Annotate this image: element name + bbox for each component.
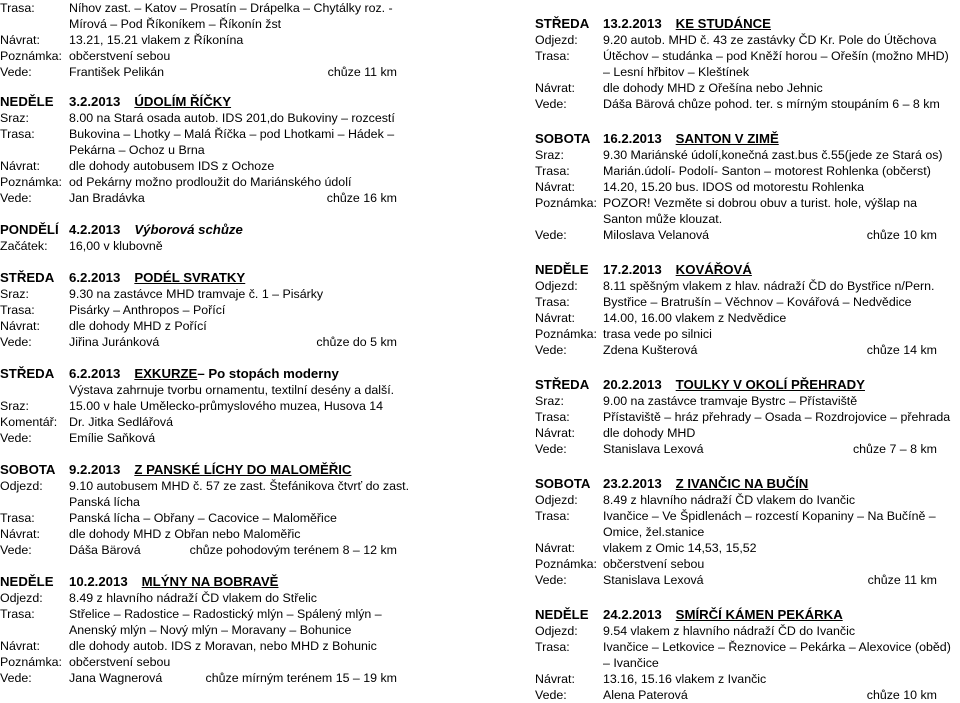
- event-title: KE STUDÁNCE: [675, 16, 771, 31]
- event-block: [535, 376, 955, 457]
- row-value: Bystřice – Bratrušín – Věchnov – Kovářová – Nedvědice: [603, 295, 912, 309]
- row-value: Marián.údolí- Podolí- Santon – motorest Rohlenka (občerst): [603, 164, 931, 178]
- row-label: Komentář:: [0, 415, 58, 429]
- schedule-row: [0, 286, 415, 302]
- row-label: [0, 142, 69, 158]
- row-label: Poznámka:: [535, 196, 597, 210]
- schedule-row: [0, 654, 415, 670]
- row-label: Sraz:: [0, 287, 29, 301]
- row-value: dle dohody MHD: [603, 426, 696, 440]
- row-value-with-extra: [603, 687, 955, 703]
- row-label: Návrat:: [0, 159, 40, 173]
- row-value: Panská lícha – Obřany – Cacovice – Maloměřice: [69, 511, 337, 525]
- row-label: [0, 622, 69, 638]
- row-value: Anenský mlýn – Nový mlýn – Moravany – Bohunice: [69, 623, 352, 637]
- event-block: [0, 365, 415, 446]
- event-date: 24.2.2013: [603, 607, 662, 622]
- row-value: 16,00 v klubovně: [69, 239, 163, 253]
- schedule-row: [535, 179, 955, 195]
- row-value: 8.49 z hlavního nádraží ČD vlakem do Střelic: [69, 591, 317, 605]
- schedule-row: [0, 670, 415, 686]
- row-value-with-extra: [603, 227, 955, 243]
- schedule-row: [535, 540, 955, 556]
- event-header: [535, 15, 955, 32]
- row-extra: chůze mírným terénem 15 – 19 km: [205, 671, 397, 685]
- event-title: ÚDOLÍM ŘÍČKY: [134, 94, 232, 109]
- row-value: Ivančice – Ve Špidlenách – rozcestí Kopaniny – Na Bučíně –: [603, 509, 936, 523]
- event-title: PODÉL SVRATKY: [134, 270, 246, 285]
- event-block: [535, 606, 955, 703]
- schedule-row: [0, 32, 415, 48]
- schedule-row: [535, 294, 955, 310]
- event-block: [0, 573, 415, 686]
- schedule-row: [0, 510, 415, 526]
- row-value: Omice, žel.stanice: [603, 525, 705, 539]
- row-label: Odjezd:: [535, 33, 578, 47]
- schedule-row: [535, 572, 955, 588]
- row-value: 13.21, 15.21 vlakem z Říkonína: [69, 33, 244, 47]
- row-label: Vede:: [535, 343, 567, 357]
- row-label: Návrat:: [0, 33, 40, 47]
- row-label: Návrat:: [0, 527, 40, 541]
- row-value: Mírová – Pod Říkoníkem – Říkonín žst: [69, 17, 282, 31]
- schedule-row: [535, 639, 955, 655]
- event-header: [0, 365, 415, 382]
- schedule-row: [535, 342, 955, 358]
- schedule-row: [0, 606, 415, 622]
- row-value: 8.49 z hlavního nádraží ČD vlakem do Ivančic: [603, 493, 856, 507]
- row-value: 15.00 v hale Umělecko-průmyslového muzea, Husova 14: [69, 399, 384, 413]
- schedule-row: [0, 174, 415, 190]
- row-value: občerstvení sebou: [69, 49, 171, 63]
- row-value: Stanislava Lexová: [603, 573, 704, 587]
- schedule-row: [535, 32, 955, 48]
- row-extra: chůze do 5 km: [316, 335, 397, 349]
- schedule-row: [0, 16, 415, 32]
- row-label: Trasa:: [0, 1, 35, 15]
- row-label: Sraz:: [535, 394, 564, 408]
- schedule-row: [535, 524, 955, 540]
- schedule-row: [535, 326, 955, 342]
- schedule-row: [535, 492, 955, 508]
- row-value: dle dohody autob. IDS z Moravan, nebo MHD z Bohunic: [69, 639, 377, 653]
- top-spacer: [535, 0, 955, 3]
- row-label: Návrat:: [535, 180, 575, 194]
- schedule-row: [535, 211, 955, 227]
- schedule-row: [535, 96, 955, 112]
- row-value: 9.54 vlakem z hlavního nádraží ČD do Ivančic: [603, 624, 856, 638]
- event-date: 6.2.2013: [69, 366, 121, 381]
- row-value: vlakem z Omic 14,53, 15,52: [603, 541, 757, 555]
- row-value-with-extra: [69, 64, 415, 80]
- event-header: [0, 221, 415, 238]
- event-header: [0, 93, 415, 110]
- event-day: SOBOTA: [535, 476, 591, 491]
- event-date: 13.2.2013: [603, 16, 662, 31]
- row-value-with-extra: [69, 334, 415, 350]
- row-value: Panská lícha: [69, 495, 140, 509]
- event-day: SOBOTA: [535, 131, 591, 146]
- row-value: Dr. Jitka Sedlářová: [69, 415, 173, 429]
- event-day: NEDĚLE: [535, 262, 589, 277]
- schedule-row: [535, 227, 955, 243]
- row-value: dle dohody MHD z Pořící: [69, 319, 207, 333]
- row-label: Odjezd:: [535, 624, 578, 638]
- schedule-row: [0, 0, 415, 16]
- schedule-row: [535, 48, 955, 64]
- row-value: 9.20 autob. MHD č. 43 ze zastávky ČD Kr. Pole do Útěchova: [603, 33, 937, 47]
- right-column: [535, 0, 955, 703]
- row-value: 14.00, 16.00 vlakem z Nedvědice: [603, 311, 787, 325]
- row-value: Střelice – Radostice – Radostický mlýn – Spálený mlýn –: [69, 607, 382, 621]
- event-title: MLÝNY NA BOBRAVĚ: [141, 574, 279, 589]
- row-value: Níhov zast. – Katov – Prosatín – Drápelka – Chytálky roz. -: [69, 1, 393, 15]
- event-day: STŘEDA: [0, 366, 55, 381]
- event-day: STŘEDA: [535, 16, 590, 31]
- event-header: [535, 606, 955, 623]
- row-label: Trasa:: [0, 511, 35, 525]
- row-value: občerstvení sebou: [603, 557, 705, 571]
- schedule-row: [0, 638, 415, 654]
- schedule-row: [0, 48, 415, 64]
- event-header: [0, 461, 415, 478]
- schedule-row: [535, 310, 955, 326]
- row-label: Poznámka:: [535, 557, 597, 571]
- schedule-row: [535, 393, 955, 409]
- event-title: KOVÁŘOVÁ: [675, 262, 752, 277]
- row-label: Odjezd:: [0, 479, 43, 493]
- row-value: Přístaviště – hráz přehrady – Osada – Rozdrojovice – přehrada: [603, 410, 951, 424]
- row-label: Poznámka:: [0, 175, 62, 189]
- row-label: Sraz:: [0, 399, 29, 413]
- row-label: Vede:: [0, 191, 32, 205]
- event-title: SANTON V ZIMĚ: [675, 131, 779, 146]
- event-date: 17.2.2013: [603, 262, 662, 277]
- row-value-with-extra: [603, 441, 955, 457]
- left-column: [0, 0, 415, 686]
- row-label: [535, 524, 603, 540]
- row-label: Návrat:: [535, 426, 575, 440]
- row-value-with-extra: [69, 190, 415, 206]
- row-label: [0, 16, 69, 32]
- row-value: 14.20, 15.20 bus. IDOS od motorestu Rohlenka: [603, 180, 865, 194]
- row-value: dle dohody MHD z Ořešína nebo Jehnic: [603, 81, 823, 95]
- row-value: 8.00 na Stará osada autob. IDS 201,do Bukoviny – rozcestí: [69, 111, 395, 125]
- event-day: PONDĚLÍ: [0, 222, 59, 237]
- row-value: František Pelikán: [69, 65, 165, 79]
- row-extra: chůze 11 km: [867, 573, 937, 587]
- row-label: Začátek:: [0, 239, 48, 253]
- schedule-row: [0, 590, 415, 606]
- row-label: Sraz:: [535, 148, 564, 162]
- event-day: SOBOTA: [0, 462, 56, 477]
- row-label: Poznámka:: [0, 49, 62, 63]
- event-subtitle: – Po stopách moderny: [197, 366, 339, 381]
- schedule-row: [0, 318, 415, 334]
- event-block: [0, 461, 415, 558]
- row-label: Návrat:: [0, 639, 40, 653]
- event-block: [0, 221, 415, 254]
- row-value: Pekárna – Ochoz u Brna: [69, 143, 205, 157]
- event-header: [535, 475, 955, 492]
- schedule-row: [535, 687, 955, 703]
- row-value: POZOR! Vezměte si dobrou obuv a turist. hole, výšlap na: [603, 196, 918, 210]
- event-block: [535, 475, 955, 588]
- row-label: [0, 494, 69, 510]
- row-value: Dáša Bärová: [69, 543, 141, 557]
- row-value: Jana Wagnerová: [69, 671, 163, 685]
- event-title: Z IVANČIC NA BUČÍN: [675, 476, 809, 491]
- row-label: Odjezd:: [535, 279, 578, 293]
- row-value: 9.10 autobusem MHD č. 57 ze zast. Štefánikova čtvrť do zast.: [69, 479, 410, 493]
- schedule-row: [535, 80, 955, 96]
- row-label: Poznámka:: [535, 327, 597, 341]
- event-title: SMÍRČÍ KÁMEN PEKÁRKA: [675, 607, 843, 622]
- schedule-row: [535, 64, 955, 80]
- event-block: [535, 130, 955, 243]
- event-date: 10.2.2013: [69, 574, 128, 589]
- row-label: Návrat:: [535, 541, 575, 555]
- schedule-row: [0, 64, 415, 80]
- row-label: [535, 211, 603, 227]
- row-label: Vede:: [0, 431, 32, 445]
- schedule-row: [0, 190, 415, 206]
- event-day: NEDĚLE: [0, 574, 54, 589]
- schedule-row: [0, 494, 415, 510]
- schedule-row: [0, 430, 415, 446]
- row-value: Ivančice – Letkovice – Řeznovice – Pekárka – Alexovice (oběd): [603, 640, 951, 654]
- row-label: Vede:: [535, 97, 567, 111]
- schedule-row: [0, 414, 415, 430]
- row-value: Miloslava Velanová: [603, 228, 710, 242]
- event-block: [535, 261, 955, 358]
- row-value-with-extra: [69, 542, 415, 558]
- schedule-row: [535, 425, 955, 441]
- event-block: [0, 269, 415, 350]
- row-extra: chůze 10 km: [866, 688, 937, 702]
- row-value: Stanislava Lexová: [603, 442, 704, 456]
- row-extra: chůze 14 km: [866, 343, 937, 357]
- row-label: Trasa:: [535, 509, 570, 523]
- row-label: Trasa:: [535, 410, 570, 424]
- row-label: Trasa:: [0, 127, 35, 141]
- schedule-row: [0, 334, 415, 350]
- row-value: 9.30 na zastávce MHD tramvaje č. 1 – Pisárky: [69, 287, 324, 301]
- schedule-row: [535, 623, 955, 639]
- row-value: 9.30 Mariánské údolí,konečná zast.bus č.55(jede ze Stará os): [603, 148, 943, 162]
- row-label: Návrat:: [535, 311, 575, 325]
- schedule-row: [535, 147, 955, 163]
- row-value: Jan Bradávka: [69, 191, 145, 205]
- row-value: občerstvení sebou: [69, 655, 171, 669]
- schedule-row: [535, 278, 955, 294]
- event-date: 16.2.2013: [603, 131, 662, 146]
- event-day: STŘEDA: [0, 270, 55, 285]
- row-label: Návrat:: [535, 672, 575, 686]
- event-title: TOULKY V OKOLÍ PŘEHRADY: [675, 377, 865, 392]
- row-label: Trasa:: [535, 640, 570, 654]
- schedule-row: [0, 542, 415, 558]
- row-label: [535, 655, 603, 671]
- row-value: – Ivančice: [603, 656, 659, 670]
- row-label: Trasa:: [535, 295, 570, 309]
- row-label: [535, 64, 603, 80]
- schedule-row: [0, 238, 415, 254]
- row-extra: chůze 7 – 8 km: [852, 442, 937, 456]
- row-extra: chůze 10 km: [866, 228, 937, 242]
- row-label: Poznámka:: [0, 655, 62, 669]
- schedule-row: [0, 526, 415, 542]
- schedule-row: [0, 478, 415, 494]
- event-title: EXKURZE: [134, 366, 198, 381]
- event-header: [535, 130, 955, 147]
- event-title: Z PANSKÉ LÍCHY DO MALOMĚŘIC: [134, 462, 352, 477]
- row-label: Trasa:: [535, 164, 570, 178]
- event-block: [0, 93, 415, 206]
- event-date: 23.2.2013: [603, 476, 662, 491]
- event-note: Výstava zahrnuje tvorbu ornamentu, textilní desény a další.: [69, 383, 395, 397]
- event-date: 4.2.2013: [69, 222, 121, 237]
- schedule-row: [0, 398, 415, 414]
- row-value: od Pekárny možno prodloužit do Mariánského údolí: [69, 175, 352, 189]
- row-value-with-extra: [69, 670, 415, 686]
- event-date: 6.2.2013: [69, 270, 121, 285]
- row-value: Alena Paterová: [603, 688, 688, 702]
- row-label: Odjezd:: [535, 493, 578, 507]
- row-label: Návrat:: [535, 81, 575, 95]
- row-value: 8.11 spěšným vlakem z hlav. nádraží ČD do Bystřice n/Pern.: [603, 279, 935, 293]
- row-value: trasa vede po silnici: [603, 327, 712, 341]
- row-value: Zdena Kušterová: [603, 343, 698, 357]
- row-value: Santon může klouzat.: [603, 212, 723, 226]
- row-label: Trasa:: [0, 303, 35, 317]
- row-value: Bukovina – Lhotky – Malá Říčka – pod Lhotkami – Hádek –: [69, 127, 395, 141]
- row-value-with-extra: [603, 342, 955, 358]
- row-value: – Lesní hřbitov – Kleštínek: [603, 65, 750, 79]
- row-value: Dáša Bärová chůze pohod. ter. s mírným stoupáním 6 – 8 km: [603, 97, 940, 111]
- schedule-row: [0, 158, 415, 174]
- row-extra: chůze 16 km: [326, 191, 397, 205]
- row-label: Vede:: [535, 688, 567, 702]
- row-extra: chůze pohodovým terénem 8 – 12 km: [189, 543, 397, 557]
- event-date: 9.2.2013: [69, 462, 121, 477]
- row-label: Odjezd:: [0, 591, 43, 605]
- row-label: Vede:: [535, 573, 567, 587]
- row-label: Trasa:: [0, 607, 35, 621]
- row-value: Emílie Saňková: [69, 431, 156, 445]
- row-label: Vede:: [535, 228, 567, 242]
- schedule-row: [535, 195, 955, 211]
- schedule-row: [535, 655, 955, 671]
- row-extra: chůze 11 km: [327, 65, 397, 79]
- schedule-row: [0, 142, 415, 158]
- schedule-row: [0, 110, 415, 126]
- row-value: dle dohody MHD z Obřan nebo Maloměřic: [69, 527, 301, 541]
- event-title: Výborová schůze: [134, 222, 243, 237]
- schedule-row: [535, 441, 955, 457]
- row-label: Návrat:: [0, 319, 40, 333]
- schedule-row: [535, 409, 955, 425]
- row-label: Sraz:: [0, 111, 29, 125]
- event-day: NEDĚLE: [535, 607, 589, 622]
- row-label: Vede:: [0, 543, 32, 557]
- event-header: [535, 261, 955, 278]
- row-value: Útěchov – studánka – pod Kněží horou – Ořešín (možno MHD): [603, 49, 949, 63]
- row-value: dle dohody autobusem IDS z Ochoze: [69, 159, 275, 173]
- row-value: 9.00 na zastávce tramvaje Bystrc – Přístaviště: [603, 394, 858, 408]
- row-value-with-extra: [603, 572, 955, 588]
- event-day: STŘEDA: [535, 377, 590, 392]
- event-header: [0, 269, 415, 286]
- row-value: 13.16, 15.16 vlakem z Ivančic: [603, 672, 767, 686]
- row-label: Vede:: [0, 671, 32, 685]
- event-header: [0, 573, 415, 590]
- event-header: [535, 376, 955, 393]
- row-label: Vede:: [0, 65, 32, 79]
- schedule-row: [0, 302, 415, 318]
- event-day: NEDĚLE: [0, 94, 54, 109]
- schedule-row: [535, 671, 955, 687]
- event-block: [535, 15, 955, 112]
- continued-event: [0, 0, 415, 80]
- schedule-row: [0, 126, 415, 142]
- row-value: Jiřina Juránková: [69, 335, 160, 349]
- schedule-row: [535, 556, 955, 572]
- event-date: 20.2.2013: [603, 377, 662, 392]
- row-label: Vede:: [0, 335, 32, 349]
- row-value: Pisárky – Anthropos – Pořící: [69, 303, 226, 317]
- event-date: 3.2.2013: [69, 94, 121, 109]
- schedule-row: [0, 622, 415, 638]
- row-label: Trasa:: [535, 49, 570, 63]
- schedule-row: [535, 163, 955, 179]
- row-label: Vede:: [535, 442, 567, 456]
- schedule-row: [535, 508, 955, 524]
